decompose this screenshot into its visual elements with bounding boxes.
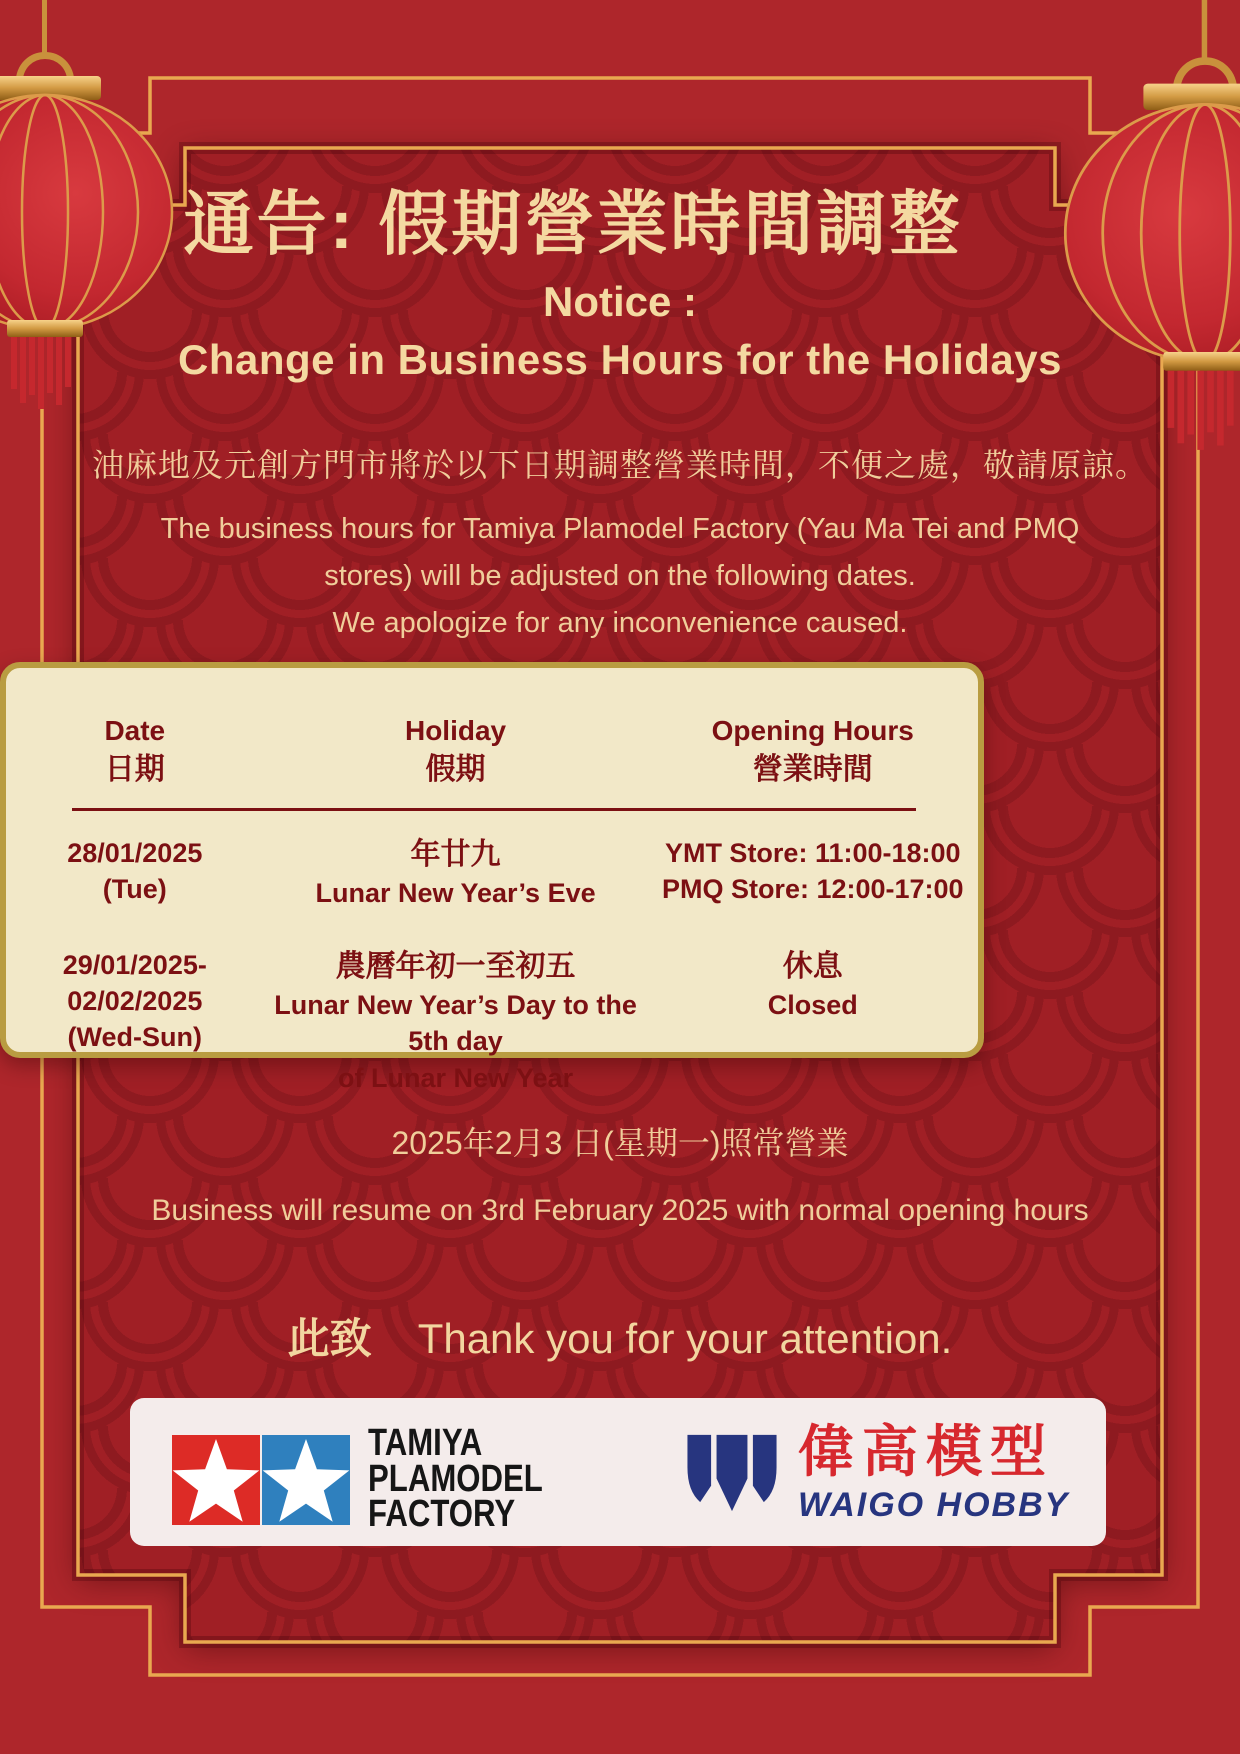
intro-zh: 油麻地及元創方門市將於以下日期調整營業時間，不便之處，敬請原諒。: [91, 447, 1148, 483]
header-holiday: Holiday 假期: [404, 715, 507, 786]
tamiya-logo-text: TAMIYA PLAMODEL FACTORY: [368, 1422, 543, 1536]
intro-en: [0, 506, 1240, 647]
header-opening-hours: Opening Hours 營業時間: [711, 715, 914, 786]
resume-zh: 2025年2月3 日(星期一)照常營業: [391, 1125, 849, 1161]
table-row: [6, 835, 978, 911]
waigo-zh: 偉高模型: [798, 1420, 1054, 1483]
schedule-table: [0, 662, 984, 1093]
intro-en-line: stores) will be adjusted on the following dates.: [324, 559, 916, 592]
intro-en-line: We apologize for any inconvenience caused.: [332, 606, 908, 639]
waigo-mark-icon: [682, 1424, 782, 1522]
header-divider: [72, 808, 916, 811]
row1-holiday: 年廿九 Lunar New Year’s Eve: [315, 837, 596, 908]
notice-label: Notice :: [542, 278, 697, 325]
row2-holiday: 農曆年初一至初五 Lunar New Year’s Day to the 5th day of Lunar New Year: [274, 950, 637, 1093]
row2-date: 29/01/2025- 02/02/2025 (Wed-Sun): [62, 950, 207, 1053]
title-zh: 通告: 假期營業時間調整: [183, 185, 963, 263]
tamiya-logo: [172, 1422, 581, 1536]
table-header-row: [6, 712, 978, 790]
tamiya-star-icon: [172, 1435, 350, 1525]
waigo-logo: [682, 1420, 1070, 1525]
closing-en: Thank you for your attention.: [417, 1315, 953, 1362]
closing-line: [0, 1306, 1240, 1366]
title-en: Change in Business Hours for the Holidays: [178, 336, 1062, 383]
table-row: [6, 947, 978, 1096]
waigo-logo-text: [798, 1420, 1070, 1525]
header-date: Date 日期: [104, 715, 166, 786]
row1-hours: YMT Store: 11:00-18:00 PMQ Store: 12:00-17:00: [661, 837, 964, 904]
intro-en-line: The business hours for Tamiya Plamodel Factory (Yau Ma Tei and PMQ: [160, 513, 1080, 545]
waigo-en: WAIGO HOBBY: [798, 1486, 1070, 1524]
row2-hours: 休息 Closed: [767, 950, 858, 1021]
resume-en: Business will resume on 3rd February 2025 with normal opening hours: [151, 1194, 1089, 1227]
row1-date: 28/01/2025 (Tue): [67, 837, 203, 904]
logo-bar: [130, 1398, 1106, 1546]
closing-zh: 此致: [287, 1315, 372, 1362]
